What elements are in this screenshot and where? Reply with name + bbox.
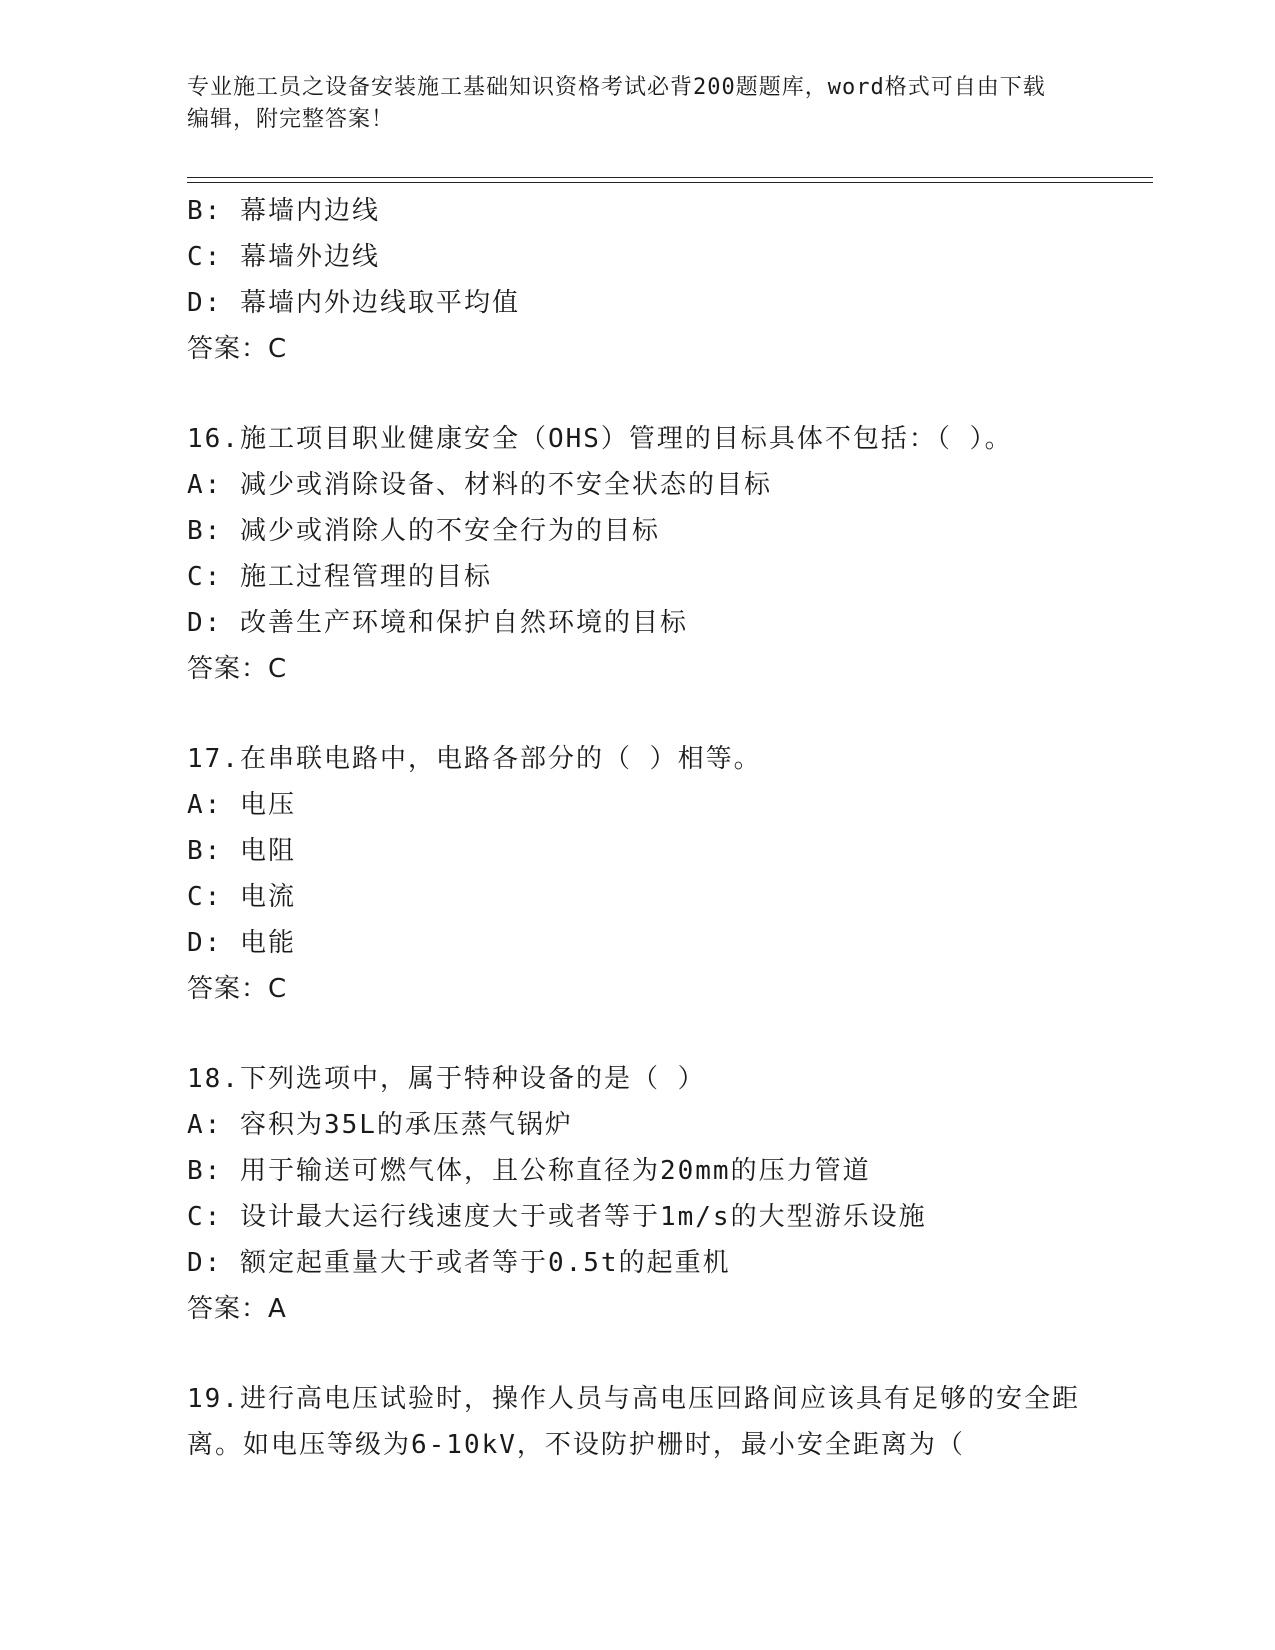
option-b: B: 幕墙内边线 (187, 196, 380, 226)
question-18 (187, 1056, 1153, 1332)
option-c: C: 幕墙外边线 (187, 242, 380, 272)
question-stem: 19.进行高电压试验时，操作人员与高电压回路间应该具有足够的安全距离。如电压等级为6-10kV，不设防护栅时，最小安全距离为（ (187, 1384, 1080, 1460)
option-b: B: 用于输送可燃气体，且公称直径为20mm的压力管道 (187, 1156, 871, 1186)
option-a: A: 容积为35L的承压蒸气锅炉 (187, 1110, 573, 1140)
option-d: D: 电能 (187, 928, 296, 958)
option-a: A: 减少或消除设备、材料的不安全状态的目标 (187, 470, 772, 500)
option-a: A: 电压 (187, 790, 296, 820)
option-d: D: 额定起重量大于或者等于0.5t的起重机 (187, 1248, 731, 1278)
question-15-continued (187, 188, 1153, 372)
question-stem: 18.下列选项中，属于特种设备的是（ ） (187, 1064, 706, 1094)
document-header: 专业施工员之设备安装施工基础知识资格考试必背200题题库，word格式可自由下载编辑，附完整答案！ (187, 75, 1046, 132)
answer-line: 答案：C (187, 654, 288, 684)
question-stem: 17.在串联电路中，电路各部分的（ ）相等。 (187, 744, 762, 774)
option-c: C: 设计最大运行线速度大于或者等于1m/s的大型游乐设施 (187, 1202, 927, 1232)
document-body (187, 188, 1153, 1468)
option-b: B: 减少或消除人的不安全行为的目标 (187, 516, 660, 546)
question-16 (187, 416, 1153, 692)
option-d: D: 改善生产环境和保护自然环境的目标 (187, 608, 688, 638)
header-divider-bottom (187, 182, 1153, 183)
question-19 (187, 1376, 1153, 1468)
option-c: C: 电流 (187, 882, 296, 912)
option-d: D: 幕墙内外边线取平均值 (187, 288, 520, 318)
question-stem: 16.施工项目职业健康安全（OHS）管理的目标具体不包括：（ ）。 (187, 424, 1013, 454)
option-c: C: 施工过程管理的目标 (187, 562, 492, 592)
header-divider-top (187, 177, 1153, 178)
answer-line: 答案：C (187, 974, 288, 1004)
question-17 (187, 736, 1153, 1012)
answer-line: 答案：C (187, 334, 288, 364)
answer-line: 答案：A (187, 1294, 287, 1324)
option-b: B: 电阻 (187, 836, 296, 866)
